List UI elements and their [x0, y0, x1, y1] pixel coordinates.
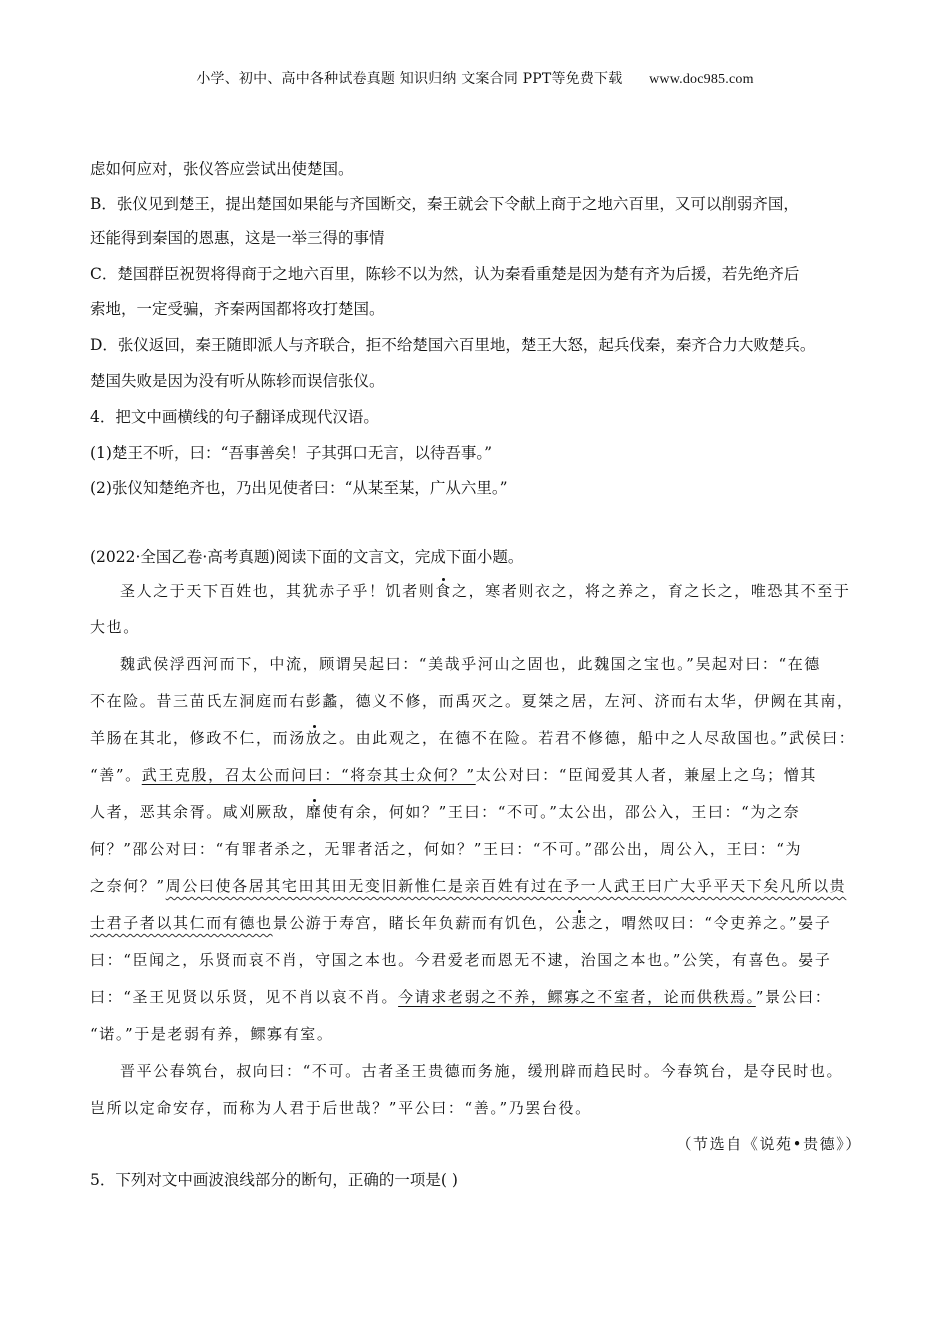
- text-run: “善”。: [90, 766, 142, 784]
- page-header: [0, 68, 950, 88]
- header-url[interactable]: www.doc985.com: [649, 72, 754, 87]
- text-run: 太公对曰：“臣闻爱其人者，兼屋上之乌；憎其: [475, 766, 817, 784]
- passage-p2-line9: 曰：“臣闻之，乐贤而哀不肖，守国之本也。今君爱老而恩无不逮，治国之本也。”公笑，有喜色。晏子: [90, 951, 832, 969]
- option-d-line1: D．张仪返回，秦王随即派人与齐联合，拒不给楚国六百里地，楚王大怒，起兵伐秦，秦齐合力大败楚兵。: [90, 336, 816, 354]
- question-4-item-2: (2)张仪知楚绝齐也，乃出见使者曰：“从某至某，广从六里。”: [90, 479, 508, 497]
- dotted-char: 悲: [571, 914, 589, 932]
- passage-p3-line2: 岂所以定命安存，而称为人君于后世哉？”平公曰：“善。”乃罢台役。: [90, 1099, 592, 1117]
- text-run: 之奈何？”: [90, 877, 166, 895]
- text-run: 景公游于寿宫，睹长年负薪而有饥色，公: [272, 914, 572, 932]
- wavy-underlined-text: 周公曰使各居其宅田其田无变旧新惟仁是亲百姓有过在予一人武王曰广大乎平天下矣凡所以贵: [165, 877, 847, 895]
- passage-p2-line10: [90, 986, 831, 1007]
- passage-p1-line1: [120, 580, 850, 601]
- text-run: 曰：“圣王见贤以乐贤，见不肖以哀不肖。: [90, 988, 399, 1006]
- option-d-line2: 楚国失败是因为没有听从陈轸而误信张仪。: [90, 372, 385, 390]
- passage-p2-line3: [90, 727, 855, 748]
- header-text: 小学、初中、高中各种试卷真题 知识归纳 文案合同 PPT等免费下载: [196, 71, 623, 87]
- passage-p1-line2: 大也。: [90, 618, 140, 636]
- option-c-line2: 索地，一定受骗，齐秦两国都将攻打楚国。: [90, 300, 385, 318]
- passage-intro: (2022·全国乙卷·高考真题)阅读下面的文言文，完成下面小题。: [90, 548, 524, 566]
- wavy-underlined-text: 士君子者以其仁而有德也: [90, 914, 273, 932]
- text-run: 人者，恶其余胥。咸刈厥敌，: [90, 803, 306, 821]
- text-run: 之，喟然叹曰：“令吏养之。”晏子: [588, 914, 832, 932]
- passage-p2-line6: 何？”邵公对曰：“有罪者杀之，无罪者活之，何如？”王曰：“不可。”邵公出，周公入，王曰：“为: [90, 840, 803, 858]
- text-run: 之，寒者则衣之，将之养之，育之长之，唯恐其不至于: [452, 582, 851, 600]
- question-5-title: 5．下列对文中画波浪线部分的断句，正确的一项是( ): [90, 1171, 458, 1189]
- passage-source: （节选自《说苑•贵德》）: [676, 1135, 862, 1153]
- text-run: 圣人之于天下百姓也，其犹赤子乎！饥者则: [120, 582, 436, 600]
- option-a-tail: 虑如何应对，张仪答应尝试出使楚国。: [90, 160, 354, 178]
- text-run: 之。由此观之，在德不在险。若君不修德，船中之人尽敌国也。”武侯曰：: [322, 729, 856, 747]
- passage-p2-line1: 魏武侯浮西河而下，中流，顾谓吴起曰：“美哉乎河山之固也，此魏国之宝也。”吴起对曰：“在德: [120, 655, 821, 673]
- text-run: ”景公曰：: [755, 988, 832, 1006]
- text-run: 使有余，何如？”王曰：“不可。”太公出，邵公入，王曰：“为之奈: [322, 803, 801, 821]
- passage-p2-line4: [90, 764, 817, 785]
- passage-p2-line7: [90, 875, 846, 896]
- underlined-sentence: 今请求老弱之不养，鳏寡之不室者，论而供秩焉。: [398, 988, 756, 1006]
- passage-p2-line5: [90, 801, 800, 822]
- passage-p2-line11: “诺。”于是老弱有养，鳏寡有室。: [90, 1025, 334, 1043]
- dotted-char: 靡: [305, 803, 323, 821]
- question-4-title: 4．把文中画横线的句子翻译成现代汉语。: [90, 408, 379, 426]
- passage-p2-line8: [90, 912, 831, 933]
- dotted-char: 食: [435, 582, 453, 600]
- text-run: 羊肠在其北，修政不仁，而汤: [90, 729, 306, 747]
- option-c-line1: C．楚国群臣祝贺将得商于之地六百里，陈轸不以为然，认为秦看重楚是因为楚有齐为后援，若先绝齐后: [90, 265, 800, 283]
- option-b-line2: 还能得到秦国的恩惠，这是一举三得的事情: [90, 229, 385, 247]
- passage-p3-line1: 晋平公春筑台，叔向曰：“不可。古者圣王贵德而务施，缓刑辟而趋民时。今春筑台，是夺民时也。: [120, 1062, 844, 1080]
- underlined-sentence: 武王克殷，召太公而问曰：“将奈其士众何？”: [141, 766, 476, 784]
- question-4-item-1: (1)楚王不听，曰：“吾事善矣！子其弭口无言，以待吾事。”: [90, 444, 493, 462]
- dotted-char: 放: [305, 729, 323, 747]
- option-b-line1: B．张仪见到楚王，提出楚国如果能与齐国断交，秦王就会下令献上商于之地六百里，又可以削弱齐国，: [90, 195, 799, 213]
- passage-p2-line2: 不在险。昔三苗氏左洞庭而右彭蠡，德义不修，而禹灭之。夏桀之居，左河、济而右太华，伊阙在其南，: [90, 692, 854, 710]
